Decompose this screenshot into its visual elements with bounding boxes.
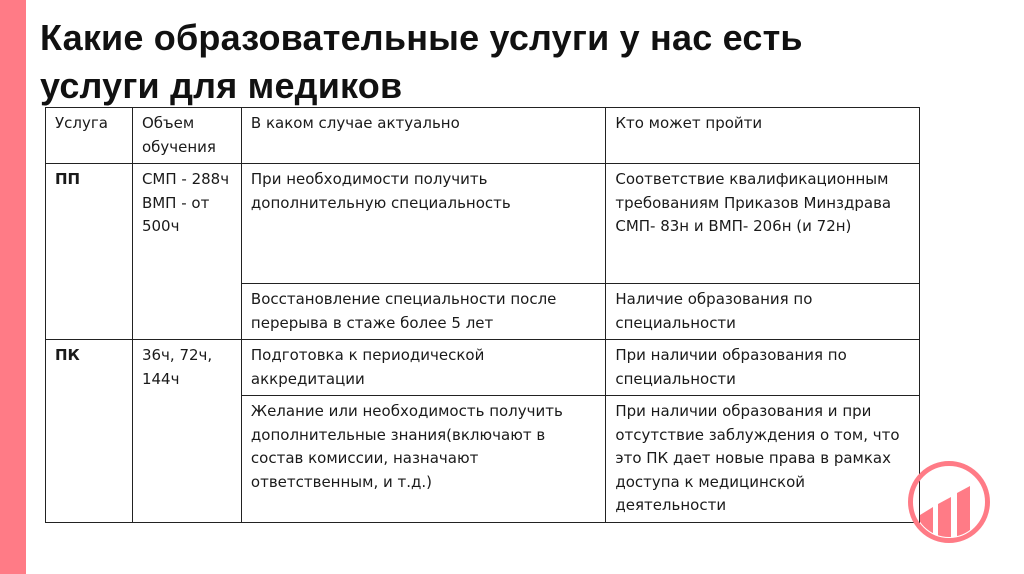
table-header-row — [46, 108, 920, 164]
slide-title — [40, 14, 940, 110]
header-when: В каком случае актуально — [241, 108, 605, 164]
service-cell: ПК — [46, 340, 133, 523]
when-cell: Желание или необходимость получить дополнительные знания(включают в состав комиссии, назначают ответственным, и т.д.) — [241, 396, 605, 523]
who-cell: При наличии образования и при отсутствие заблуждения о том, что это ПК дает новые права в рамках доступа к медицинской деятельности — [606, 396, 920, 523]
header-volume: Объем обучения — [132, 108, 241, 164]
table-row — [46, 340, 920, 396]
growth-chart-circle-icon — [906, 459, 992, 545]
accent-stripe — [0, 0, 26, 574]
when-cell: Восстановление специальности после перерыва в стаже более 5 лет — [241, 284, 605, 340]
header-service: Услуга — [46, 108, 133, 164]
when-cell: При необходимости получить дополнительную специальность — [241, 164, 605, 284]
table-row — [46, 164, 920, 284]
title-line-2: услуги для медиков — [40, 65, 403, 106]
when-cell: Подготовка к периодической аккредитации — [241, 340, 605, 396]
service-cell: ПП — [46, 164, 133, 340]
who-cell: Наличие образования по специальности — [606, 284, 920, 340]
who-cell: При наличии образования по специальности — [606, 340, 920, 396]
header-who: Кто может пройти — [606, 108, 920, 164]
title-line-1: Какие образовательные услуги у нас есть — [40, 17, 803, 58]
volume-cell: СМП - 288ч ВМП - от 500ч — [132, 164, 241, 340]
services-table — [45, 107, 920, 523]
who-cell: Соответствие квалификационным требованиям Приказов Минздрава СМП- 83н и ВМП- 206н (и 72н) — [606, 164, 920, 284]
volume-cell: 36ч, 72ч, 144ч — [132, 340, 241, 523]
